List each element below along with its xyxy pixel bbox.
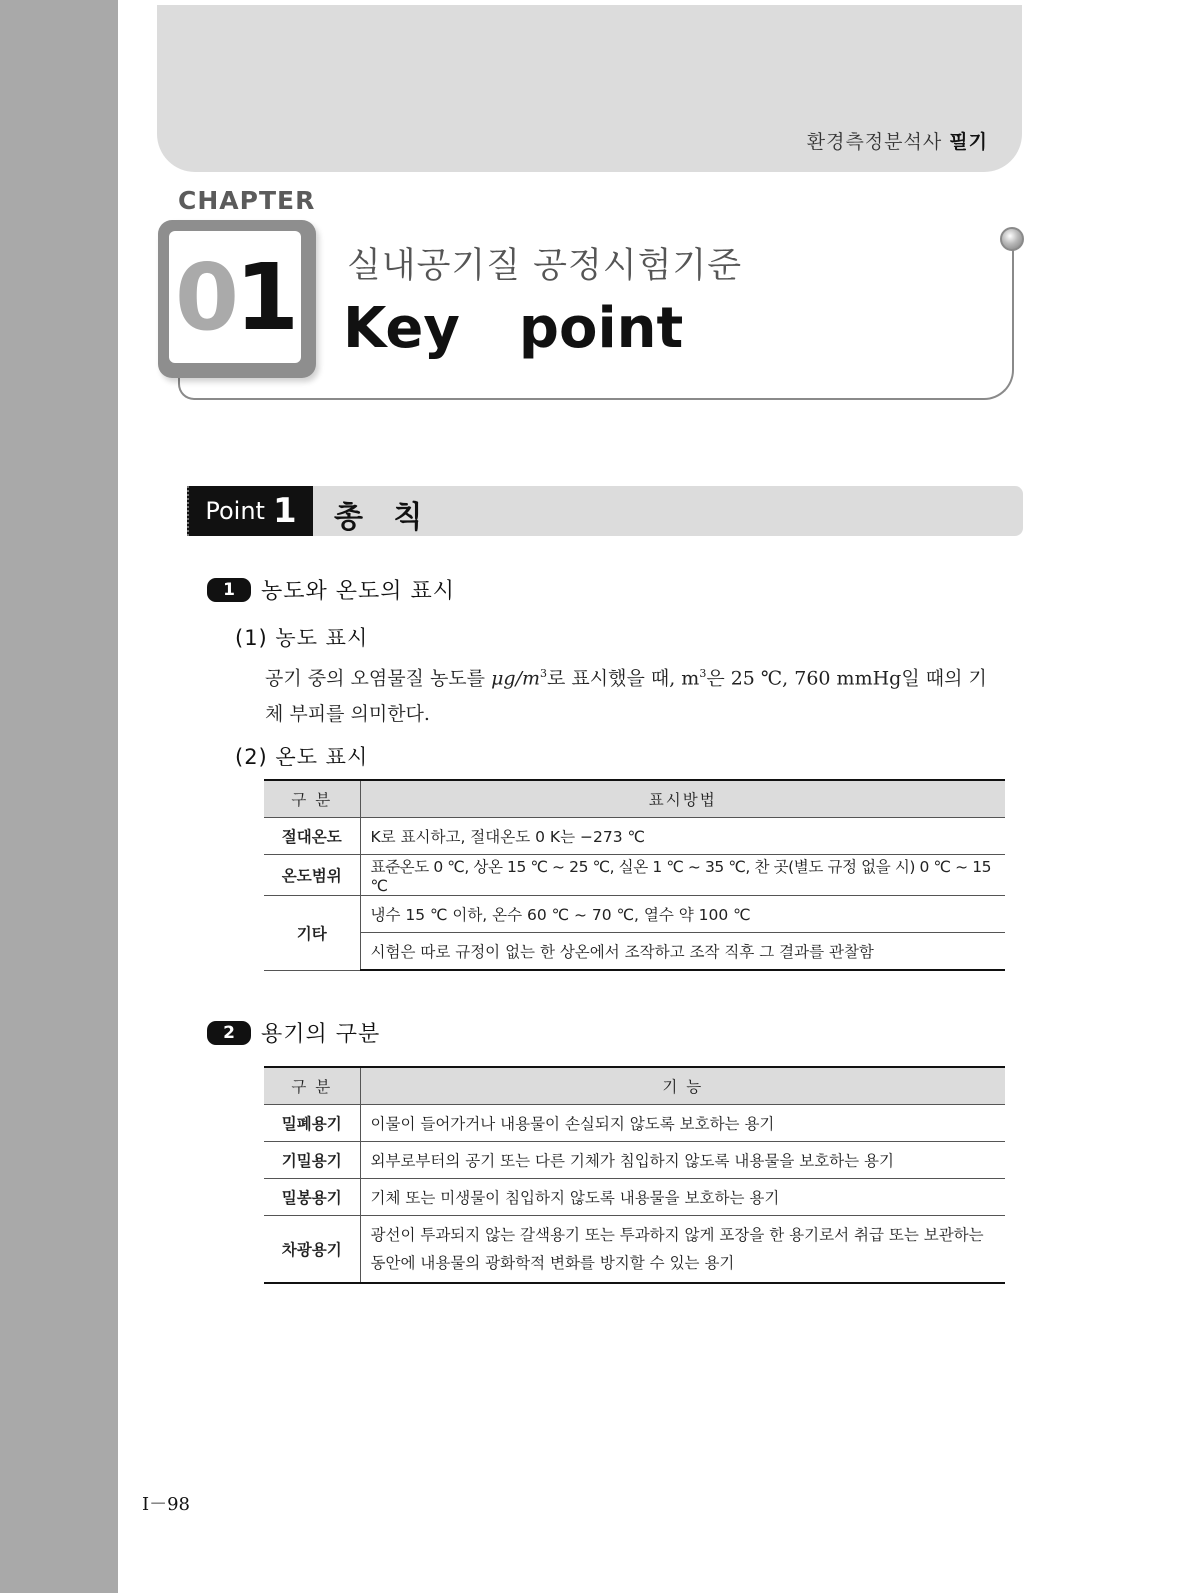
section-1-heading (207, 574, 455, 605)
chapter-number-one: 1 (235, 243, 296, 351)
point-tag (187, 486, 313, 536)
table-cell-key: 절대온도 (264, 818, 360, 855)
table-header-key: 구 분 (264, 1067, 360, 1105)
table-row (264, 1216, 1005, 1284)
section-2-badge: 2 (207, 1021, 251, 1045)
book-title (807, 127, 988, 154)
para-unit: μg/m (491, 667, 540, 690)
table-header-row (264, 780, 1005, 818)
frame-dot-icon (1000, 227, 1024, 251)
section-2-title: 용기의 구분 (261, 1022, 381, 1047)
point-number: 1 (272, 491, 297, 531)
table-header-value: 기 능 (360, 1067, 1005, 1105)
table-cell-key: 기밀용기 (264, 1142, 360, 1179)
chapter-title: Key point (343, 296, 684, 361)
para-sup-2: 3 (699, 667, 707, 680)
table-header-value: 표시방법 (360, 780, 1005, 818)
table-row (264, 1142, 1005, 1179)
subhead-temperature: (2) 온도 표시 (235, 745, 369, 769)
table-row (264, 933, 1005, 971)
table-cell-value: 냉수 15 ℃ 이하, 온수 60 ℃ ~ 70 ℃, 열수 약 100 ℃ (360, 896, 1005, 933)
table-cell-key: 밀폐용기 (264, 1105, 360, 1142)
table-header-row (264, 1067, 1005, 1105)
section-1-title: 농도와 온도의 표시 (261, 579, 456, 604)
table-cell-key: 기타 (264, 896, 360, 971)
table-cell-value: 표준온도 0 ℃, 상온 15 ℃ ~ 25 ℃, 실온 1 ℃ ~ 35 ℃, 찬 곳(별도 규정 없을 시) 0 ℃ ~ 15 ℃ (360, 855, 1005, 896)
side-strip (0, 0, 118, 1593)
para-sup-1: 3 (540, 667, 547, 680)
table-row (264, 1179, 1005, 1216)
table-cell-key: 차광용기 (264, 1216, 360, 1284)
para-part-b: 로 표시했을 때, m (547, 667, 700, 690)
table-cell-key: 밀봉용기 (264, 1179, 360, 1216)
chapter-number (169, 231, 301, 363)
book-title-regular: 환경측정분석사 (806, 131, 950, 153)
temperature-table (264, 779, 1005, 971)
section-1-badge: 1 (207, 578, 251, 602)
header-band (157, 5, 1022, 172)
table-row (264, 1105, 1005, 1142)
table-row (264, 896, 1005, 933)
subhead-concentration: (1) 농도 표시 (235, 626, 369, 650)
table-cell-value: 이물이 들어가거나 내용물이 손실되지 않도록 보호하는 용기 (360, 1105, 1005, 1142)
table-cell-value: K로 표시하고, 절대온도 0 K는 −273 ℃ (360, 818, 1005, 855)
table-cell-value: 시험은 따로 규정이 없는 한 상온에서 조작하고 조작 직후 그 결과를 관찰함 (360, 933, 1005, 971)
para-part-a: 공기 중의 오염물질 농도를 (265, 667, 492, 690)
chapter-subtitle: 실내공기질 공정시험기준 (347, 246, 743, 286)
chapter-number-zero: 0 (174, 243, 235, 351)
chapter-number-box (158, 220, 316, 378)
table-header-key: 구 분 (264, 780, 360, 818)
table-row (264, 855, 1005, 896)
section-2-heading (207, 1017, 380, 1048)
page-number: I－98 (142, 1494, 191, 1515)
table-cell-value: 외부로부터의 공기 또는 다른 기체가 침입하지 않도록 내용물을 보호하는 용기 (360, 1142, 1005, 1179)
point-title: 총 칙 (334, 500, 433, 535)
table-cell-key: 온도범위 (264, 855, 360, 896)
container-table (264, 1066, 1005, 1284)
book-title-bold: 필기 (949, 131, 988, 153)
point-word: Point (205, 497, 265, 525)
chapter-label: CHAPTER (178, 186, 316, 215)
table-cell-value: 광선이 투과되지 않는 갈색용기 또는 투과하지 않게 포장을 한 용기로서 취급 또는 보관하는 동안에 내용물의 광화학적 변화를 방지할 수 있는 용기 (360, 1216, 1005, 1284)
para-part-c: 은 25 ℃, 760 mmHg일 때의 기체 부피를 의미한다. (265, 667, 987, 726)
table-cell-value: 기체 또는 미생물이 침입하지 않도록 내용물을 보호하는 용기 (360, 1179, 1005, 1216)
table-row (264, 818, 1005, 855)
concentration-paragraph (265, 656, 1003, 732)
point-heading-bar (187, 486, 1023, 536)
